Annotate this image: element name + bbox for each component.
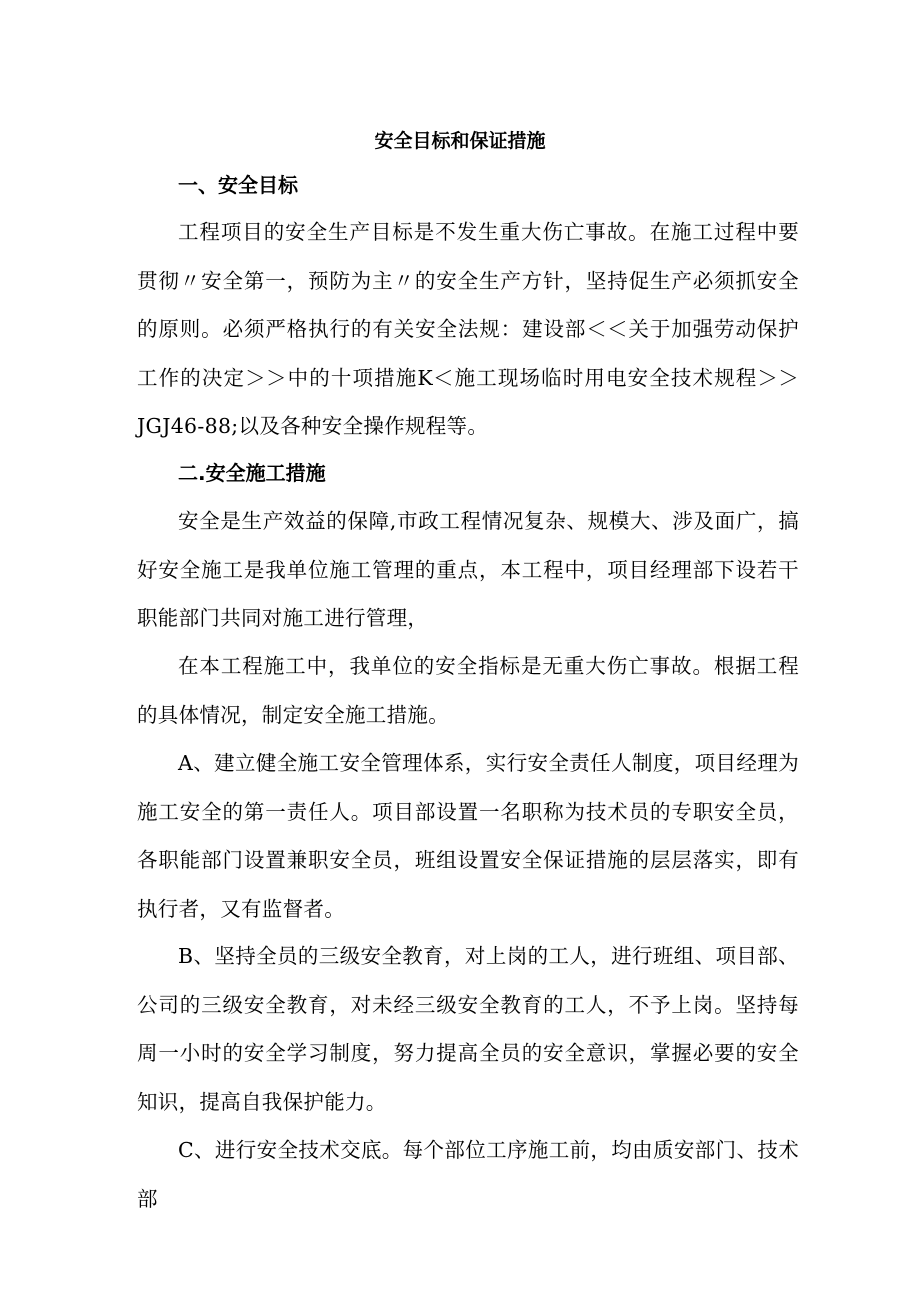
section-heading-safety-measures: 二.安全施工措施 — [178, 461, 326, 485]
paragraph-measure-b: B、坚持全员的三级安全教育，对上岗的工人，进行班组、项目部、公司的三级安全教育，对未经三级安全教育的工人，不予上岗。坚持每周一小时的安全学习制度，努力提高全员的安全意识，掌握必要的安全知识，提高自我保护能力。 — [137, 944, 799, 1114]
paragraph-measure-a: A、建立健全施工安全管理体系，实行安全责任人制度，项目经理为施工安全的第一责任人。项目部设置一名职称为技术员的专职安全员，各职能部门设置兼职安全员，班组设置安全保证措施的层层落实，即有执行者，又有监督者。 — [137, 751, 799, 921]
section-heading-safety-goal: 一、安全目标 — [178, 173, 298, 197]
paragraph-measure-c: C、进行安全技术交底。每个部位工序施工前，均由质安部门、技术部 — [137, 1138, 799, 1211]
paragraph-safety-importance: 安全是生产效益的保障,市政工程情况复杂、规模大、涉及面广，搞好安全施工是我单位施工管理的重点，本工程中，项目经理部下设若干职能部门共同对施工进行管理， — [137, 509, 799, 630]
document-title: 安全目标和保证措施 — [374, 130, 546, 152]
paragraph-safety-target: 在本工程施工中，我单位的安全指标是无重大伤亡事故。根据工程的具体情况，制定安全施工措施。 — [137, 654, 799, 727]
paragraph-safety-goal: 工程项目的安全生产目标是不发生重大伤亡事故。在施工过程中要贯彻〃安全第一，预防为主〃的安全生产方针，坚持促生产必须抓安全的原则。必须严格执行的有关安全法规：建设部＜＜关于加强劳动保护工作的决定＞＞中的十项措施K＜施工现场临时用电安全技术规程＞＞JGJ46-88;以及各种安全操作规程等。 — [137, 220, 799, 438]
